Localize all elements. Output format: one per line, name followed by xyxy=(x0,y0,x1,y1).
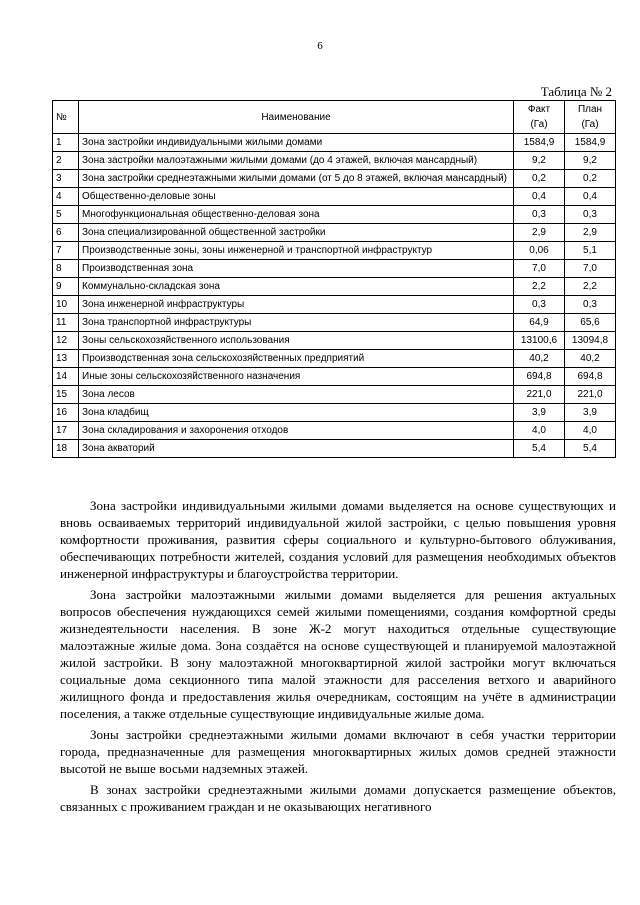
row-plan: 221,0 xyxy=(565,386,616,404)
row-name: Зона специализированной общественной застройки xyxy=(79,224,514,242)
body-text xyxy=(60,497,616,819)
page-number: 6 xyxy=(317,40,323,52)
row-number: 7 xyxy=(53,242,79,260)
row-fact: 7,0 xyxy=(514,260,565,278)
row-name: Зона кладбищ xyxy=(79,404,514,422)
header-fact-unit: (Га) xyxy=(530,119,548,130)
row-fact: 3,9 xyxy=(514,404,565,422)
row-plan: 2,2 xyxy=(565,278,616,296)
row-plan: 0,4 xyxy=(565,188,616,206)
row-number: 13 xyxy=(53,350,79,368)
row-plan: 2,9 xyxy=(565,224,616,242)
row-fact: 64,9 xyxy=(514,314,565,332)
row-name: Зоны сельскохозяйственного использования xyxy=(79,332,514,350)
row-name: Зона застройки малоэтажными жилыми домами (до 4 этажей, включая мансардный) xyxy=(79,152,514,170)
row-plan: 1584,9 xyxy=(565,134,616,152)
row-number: 1 xyxy=(53,134,79,152)
row-plan: 0,3 xyxy=(565,296,616,314)
paragraph: Зона застройки малоэтажными жилыми домами выделяется для решения актуальных вопросов обеспечения нуждающихся семей жилыми помещениями, создания комфортной среды жизнедеятельности населения. В зоне Ж-2 могут находиться отдельные существующие малоэтажные жилые дома. Зона создаётся на основе существующей и планируемой малоэтажной жилой застройки. В зону малоэтажной многоквартирной жилой застройки могут включаться социальные дома секционного типа малой этажности для расселения ветхого и аварийного жилищного фонда и предоставления жилья очередникам, состоящим на учёте в администрации поселения, а также отдельные существующие индивидуальные жилые дома. xyxy=(60,587,616,721)
row-plan: 9,2 xyxy=(565,152,616,170)
table-caption: Таблица № 2 xyxy=(540,84,612,99)
row-name: Производственные зоны, зоны инженерной и транспортной инфраструктур xyxy=(79,242,514,260)
header-fact xyxy=(514,101,565,134)
table-row xyxy=(53,296,616,314)
row-plan: 694,8 xyxy=(565,368,616,386)
table-row xyxy=(53,242,616,260)
table-row xyxy=(53,224,616,242)
row-name: Зона инженерной инфраструктуры xyxy=(79,296,514,314)
table-row xyxy=(53,188,616,206)
header-plan-unit: (Га) xyxy=(581,119,599,130)
row-name: Многофункциональная общественно-деловая зона xyxy=(79,206,514,224)
row-name: Зона застройки среднеэтажными жилыми домами (от 5 до 8 этажей, включая мансардный) xyxy=(79,170,514,188)
row-plan: 13094,8 xyxy=(565,332,616,350)
row-plan: 65,6 xyxy=(565,314,616,332)
header-name: Наименование xyxy=(79,101,514,134)
table-row xyxy=(53,350,616,368)
table-row xyxy=(53,314,616,332)
table-row xyxy=(53,440,616,458)
row-name: Зона лесов xyxy=(79,386,514,404)
row-name: Общественно-деловые зоны xyxy=(79,188,514,206)
row-number: 8 xyxy=(53,260,79,278)
table-header-row xyxy=(53,101,616,134)
row-number: 6 xyxy=(53,224,79,242)
row-number: 4 xyxy=(53,188,79,206)
table-row xyxy=(53,332,616,350)
row-number: 2 xyxy=(53,152,79,170)
row-name: Зона складирования и захоронения отходов xyxy=(79,422,514,440)
row-fact: 2,9 xyxy=(514,224,565,242)
row-fact: 694,8 xyxy=(514,368,565,386)
row-number: 5 xyxy=(53,206,79,224)
table-row xyxy=(53,206,616,224)
row-number: 12 xyxy=(53,332,79,350)
header-plan xyxy=(565,101,616,134)
table-row xyxy=(53,134,616,152)
row-fact: 0,3 xyxy=(514,206,565,224)
row-plan: 40,2 xyxy=(565,350,616,368)
row-fact: 0,4 xyxy=(514,188,565,206)
zones-table xyxy=(52,100,616,458)
row-plan: 3,9 xyxy=(565,404,616,422)
row-plan: 5,4 xyxy=(565,440,616,458)
table-row xyxy=(53,368,616,386)
row-fact: 13100,6 xyxy=(514,332,565,350)
row-fact: 2,2 xyxy=(514,278,565,296)
row-fact: 5,4 xyxy=(514,440,565,458)
row-name: Зона акваторий xyxy=(79,440,514,458)
row-fact: 221,0 xyxy=(514,386,565,404)
row-number: 18 xyxy=(53,440,79,458)
table-row xyxy=(53,422,616,440)
paragraph: Зона застройки индивидуальными жилыми домами выделяется на основе существующих и вновь осваиваемых территорий индивидуальной жилой застройки, с целью повышения уровня комфортности проживания, развития сферы социального и культурно-бытового облуживания, обеспечивающих потребности жителей, создания условий для размещения необходимых объектов инженерной инфраструктуры и благоустройства территории. xyxy=(60,498,616,581)
row-number: 14 xyxy=(53,368,79,386)
row-plan: 7,0 xyxy=(565,260,616,278)
row-plan: 0,3 xyxy=(565,206,616,224)
row-name: Производственная зона xyxy=(79,260,514,278)
paragraph: В зонах застройки среднеэтажными жилыми домами допускается размещение объектов, связанных с проживанием граждан и не оказывающих негативного xyxy=(60,782,616,814)
row-fact: 1584,9 xyxy=(514,134,565,152)
table-row xyxy=(53,278,616,296)
table-row xyxy=(53,152,616,170)
table-row xyxy=(53,386,616,404)
paragraph: Зоны застройки среднеэтажными жилыми домами включают в себя участки территории города, предназначенные для размещения многоквартирных жилых домов средней этажности высотой не выше восьми надземных этажей. xyxy=(60,727,616,776)
row-number: 3 xyxy=(53,170,79,188)
row-fact: 4,0 xyxy=(514,422,565,440)
header-number: № xyxy=(53,101,79,134)
row-number: 9 xyxy=(53,278,79,296)
header-plan-title: План xyxy=(577,104,603,115)
row-fact: 0,06 xyxy=(514,242,565,260)
table-body xyxy=(53,134,616,458)
row-number: 10 xyxy=(53,296,79,314)
row-fact: 0,2 xyxy=(514,170,565,188)
row-plan: 5,1 xyxy=(565,242,616,260)
row-fact: 0,3 xyxy=(514,296,565,314)
row-plan: 4,0 xyxy=(565,422,616,440)
row-plan: 0,2 xyxy=(565,170,616,188)
table-row xyxy=(53,170,616,188)
row-fact: 9,2 xyxy=(514,152,565,170)
header-fact-title: Факт xyxy=(527,104,551,115)
table-row xyxy=(53,260,616,278)
row-name: Зона транспортной инфраструктуры xyxy=(79,314,514,332)
row-name: Зона застройки индивидуальными жилыми домами xyxy=(79,134,514,152)
row-number: 17 xyxy=(53,422,79,440)
row-number: 11 xyxy=(53,314,79,332)
row-number: 15 xyxy=(53,386,79,404)
row-name: Иные зоны сельскохозяйственного назначения xyxy=(79,368,514,386)
table-row xyxy=(53,404,616,422)
row-fact: 40,2 xyxy=(514,350,565,368)
row-number: 16 xyxy=(53,404,79,422)
row-name: Коммунально-складская зона xyxy=(79,278,514,296)
row-name: Производственная зона сельскохозяйственных предприятий xyxy=(79,350,514,368)
